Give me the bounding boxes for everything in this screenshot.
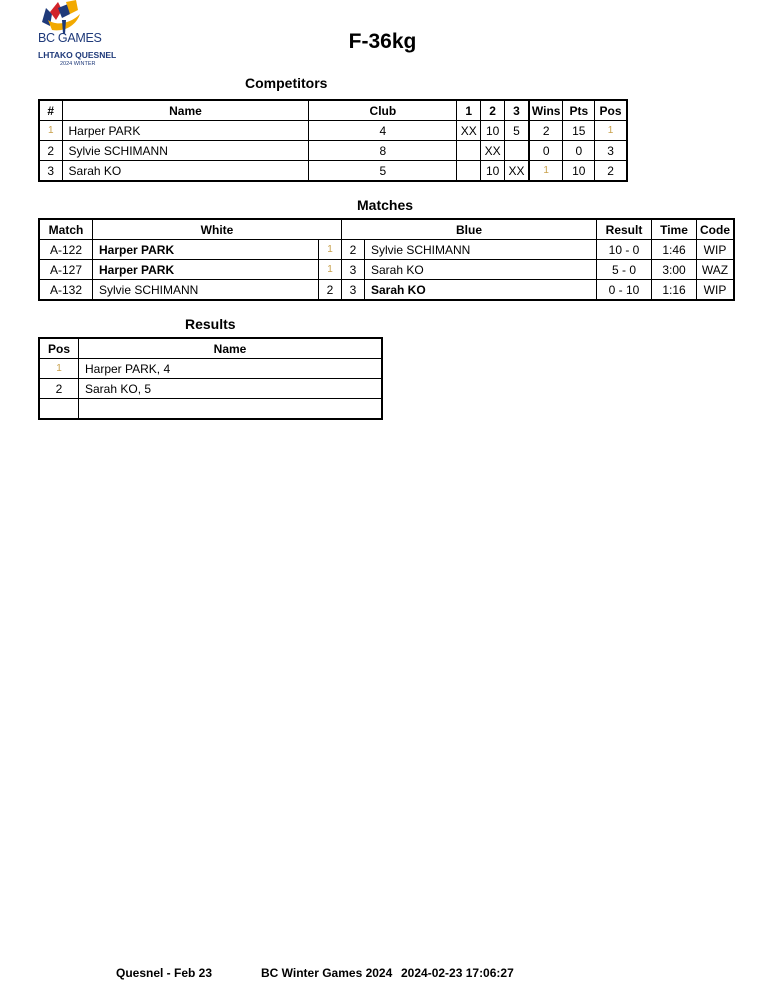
match-result: 10 - 0 — [597, 240, 652, 260]
competitor-club: 4 — [309, 121, 457, 141]
col-header: Time — [652, 219, 697, 240]
match-white-num: 1 — [319, 240, 342, 260]
col-header: Club — [309, 100, 457, 121]
result-pos — [39, 399, 79, 420]
col-header: Wins — [529, 100, 563, 121]
competitor-name: Sarah KO — [62, 161, 309, 182]
match-blue: Sylvie SCHIMANN — [365, 240, 597, 260]
table-row — [39, 399, 382, 420]
competitor-r3: 5 — [505, 121, 529, 141]
competitor-r2: 10 — [481, 161, 505, 182]
col-header: # — [39, 100, 62, 121]
competitor-r1 — [457, 161, 481, 182]
col-header: 3 — [505, 100, 529, 121]
competitors-header-row — [39, 100, 627, 121]
competitors-heading: Competitors — [245, 75, 328, 91]
col-header: Pos — [595, 100, 627, 121]
match-result: 0 - 10 — [597, 280, 652, 301]
match-id: A-127 — [39, 260, 93, 280]
matches-table — [38, 218, 735, 301]
competitor-number: 2 — [39, 141, 62, 161]
matches-heading: Matches — [357, 197, 414, 213]
competitor-wins: 0 — [529, 141, 563, 161]
col-header: Name — [79, 338, 383, 359]
result-pos: 1 — [39, 359, 79, 379]
competitor-name: Harper PARK — [62, 121, 309, 141]
table-row — [39, 121, 627, 141]
competitor-pos: 1 — [595, 121, 627, 141]
table-row — [39, 379, 382, 399]
table-row — [39, 280, 734, 301]
footer-location: Quesnel - Feb 23 — [116, 966, 213, 980]
competitor-club: 8 — [309, 141, 457, 161]
competitor-pts: 15 — [563, 121, 595, 141]
match-id: A-132 — [39, 280, 93, 301]
col-header: Name — [62, 100, 309, 121]
results-header-row — [39, 338, 382, 359]
match-code: WIP — [697, 280, 735, 301]
competitor-r2: 10 — [481, 121, 505, 141]
table-row — [39, 359, 382, 379]
col-header: Code — [697, 219, 735, 240]
competitor-r3 — [505, 141, 529, 161]
logo-line3: 2024 WINTER — [60, 61, 96, 67]
result-name — [79, 399, 383, 420]
match-id: A-122 — [39, 240, 93, 260]
col-header: Match — [39, 219, 93, 240]
competitor-r2: XX — [481, 141, 505, 161]
match-time: 1:16 — [652, 280, 697, 301]
matches-header-row — [39, 219, 734, 240]
footer-event: BC Winter Games 2024 — [261, 966, 393, 980]
match-blue-num: 3 — [342, 260, 365, 280]
match-white: Sylvie SCHIMANN — [93, 280, 319, 301]
competitor-r1 — [457, 141, 481, 161]
logo-line1: BC GAMES — [38, 31, 102, 45]
table-row — [39, 161, 627, 182]
match-code: WIP — [697, 240, 735, 260]
col-header: 2 — [481, 100, 505, 121]
match-code: WAZ — [697, 260, 735, 280]
competitor-club: 5 — [309, 161, 457, 182]
match-time: 3:00 — [652, 260, 697, 280]
match-white-num: 1 — [319, 260, 342, 280]
table-row — [39, 141, 627, 161]
match-result: 5 - 0 — [597, 260, 652, 280]
match-blue-num: 2 — [342, 240, 365, 260]
competitor-wins: 1 — [529, 161, 563, 182]
flame-torch-icon — [36, 0, 106, 34]
col-header: Blue — [342, 219, 597, 240]
competitors-table — [38, 99, 628, 182]
results-table — [38, 337, 383, 420]
competitor-pts: 0 — [563, 141, 595, 161]
footer-timestamp: 2024-02-23 17:06:27 — [401, 966, 514, 980]
match-white: Harper PARK — [93, 240, 319, 260]
match-blue: Sarah KO — [365, 260, 597, 280]
match-blue-num: 3 — [342, 280, 365, 301]
result-pos: 2 — [39, 379, 79, 399]
results-heading: Results — [185, 316, 236, 332]
competitor-pos: 3 — [595, 141, 627, 161]
competitor-r1: XX — [457, 121, 481, 141]
competitor-r3: XX — [505, 161, 529, 182]
match-white: Harper PARK — [93, 260, 319, 280]
col-header: Pos — [39, 338, 79, 359]
page-title: F-36kg — [348, 30, 417, 53]
col-header: Result — [597, 219, 652, 240]
table-row — [39, 260, 734, 280]
result-name: Sarah KO, 5 — [79, 379, 383, 399]
result-name: Harper PARK, 4 — [79, 359, 383, 379]
col-header: 1 — [457, 100, 481, 121]
table-row — [39, 240, 734, 260]
col-header: Pts — [563, 100, 595, 121]
match-blue: Sarah KO — [365, 280, 597, 301]
competitor-number: 3 — [39, 161, 62, 182]
logo-line2: LHTAKO QUESNEL — [38, 50, 117, 60]
competitor-name: Sylvie SCHIMANN — [62, 141, 309, 161]
competitor-number: 1 — [39, 121, 62, 141]
competitor-pos: 2 — [595, 161, 627, 182]
match-white-num: 2 — [319, 280, 342, 301]
match-time: 1:46 — [652, 240, 697, 260]
competitor-wins: 2 — [529, 121, 563, 141]
competitor-pts: 10 — [563, 161, 595, 182]
col-header: White — [93, 219, 342, 240]
